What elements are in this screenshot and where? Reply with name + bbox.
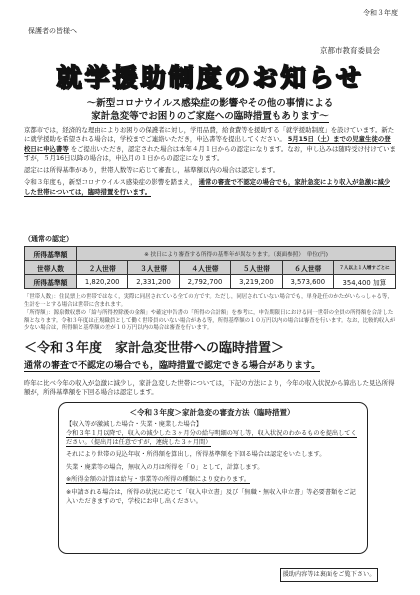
table-cell: 2,331,200 xyxy=(128,275,179,289)
see-back-note: 援助内容等は裏面をご覧下さい。 xyxy=(280,568,378,582)
table-cell: ３人世帯 xyxy=(128,261,179,275)
table-cell: 354,400 加算 xyxy=(333,275,395,289)
intro-paragraph-2: 認定には所得基準があり，世帯人数等に応じて審査し，基準額以内の場合は認定します。 xyxy=(24,166,280,175)
table-cell: 所得基準額 xyxy=(25,247,77,261)
review-method-title: ＜令和３年度＞家計急変の審査方法（臨時措置） xyxy=(129,408,295,417)
table-cell: ※ 扶日により審査する所得の基準年が異なります。（裏面参照） 単位(円) xyxy=(77,247,396,261)
table-cell: ２人世帯 xyxy=(77,261,128,275)
box-submission-text: 令和３年１月以降で，収入の減少した３ヶ月分の給与明細の写し等，収入状況のわかるものを提出してください。（提出月は任意ですが，連続した３ヶ月間） xyxy=(66,429,357,446)
note-household: 「世帯人数」：住民票上の世帯ではなく，実際に同居されている全ての方です。ただし，同居されていない場合でも，単身赴任のかたがいらっしゃる等，生計を一とする場合は世帯に含まれます。 xyxy=(24,294,393,308)
table-cell: ４人世帯 xyxy=(179,261,230,275)
table-cell: ６人世帯 xyxy=(282,261,333,275)
table-cell: 3,219,200 xyxy=(231,275,282,289)
special-body-text: 昨年に比べ今年の収入が急激に減少し，家計急変した世帯については，下記の方法により，今年の収入状況から算出した見込所得額が，所得基準額を下回る場合は認定します。 xyxy=(24,379,395,397)
note-income: 「所得額」：源泉徴収票の「給与所得控除後の金額」や確定申告書の「所得の合計額」を参考に，申告期限日における同一世帯の全員の所得額を合計した額となります。令和３年度は正規職員として働く世帯員のいない場合がある等，所得基準額の１０万円以内の場合は審査を行います。なお，比較的収入が少ない場合は，所得額と基準額の差が１０万円以内の場合は審査を行います。 xyxy=(24,310,396,332)
deadline-text: 5月15日（土）までの児童生徒の登校日に申込書等 xyxy=(24,135,391,153)
intro-paragraph-1 xyxy=(24,126,396,163)
table-cell: 1,820,200 xyxy=(77,275,128,289)
intro-p3-emphasis: 通常の審査で不認定の場合でも，家計急変により収入が急激に減少した世帯については，臨時措置を行います。 xyxy=(24,178,391,196)
addressee: 保護者の皆様へ xyxy=(28,27,77,35)
subtitle-line-2-text: 家計急変等でお困りのご家庭への臨時措置もあります～ xyxy=(91,111,329,122)
table-cell: 世帯人数 xyxy=(25,261,77,275)
intro-paragraph-3 xyxy=(24,178,396,197)
table-cell: ５人世帯 xyxy=(231,261,282,275)
box-income-calc-note: ※所得金額の計算は給与・事業等の所得の種類により変わります。 xyxy=(66,476,251,484)
intro-p3-lead: 令和３年度も，新型コロナウイルス感染症の影響を踏まえ， xyxy=(24,178,197,187)
table-cell: 3,573,600 xyxy=(282,275,333,289)
subtitle-line-1: ～新型コロナウイルス感染症の影響やその他の事情による xyxy=(86,98,334,109)
review-method-body xyxy=(66,421,360,510)
table-cell: 所得基準額 xyxy=(25,275,77,289)
criteria-heading: （通常の認定） xyxy=(24,235,73,243)
table-row xyxy=(25,247,396,261)
intro-section xyxy=(24,126,396,200)
income-criteria-table xyxy=(24,246,396,289)
box-line: それにより世帯の見込年収・所得額を算出し，所得基準額を下回る場合は認定をいたします。 xyxy=(66,451,326,459)
box-line: ※申請される場合は，所得の状況に応じて「収入申立書」及び「無職・無収入申立書」等必要書類をご記入いただきますので，学校にお申し出ください。 xyxy=(66,488,356,505)
special-lead-text: 通常の審査で不認定の場合でも，臨時措置で認定できる場合があります。 xyxy=(24,361,321,371)
table-cell: 2,792,700 xyxy=(179,275,230,289)
table-row xyxy=(25,275,396,289)
special-measures-body xyxy=(24,379,396,398)
intro-p1-rest: をご提出いただき，認定された場合は本年４月１日からの認定になります。なお，申し込みは随時受け付けていますが，５月16日以降の場合は，申込月の１日からの認定になります。 xyxy=(24,144,396,162)
special-measures-heading: ＜令和３年度 家計急変世帯への臨時措置＞ xyxy=(24,341,285,356)
table-row xyxy=(25,261,396,275)
fiscal-year: 令和３年度 xyxy=(363,9,398,17)
box-line xyxy=(66,476,360,485)
box-case-label: 【収入等が激減した場合・失業・廃業した場合】 xyxy=(66,421,203,428)
subtitle-line-2 xyxy=(0,108,420,122)
intro-p1: 京都市では，経済的な理由によりお困りの保護者に対し，学用品費，給食費等を援助する「就学援助制度」を設けています。新たに就学援助を希望される場合は，学校までご連絡いただき，申込書等を提出してください。 xyxy=(24,126,395,144)
box-line: 失業・廃業等の場合，無収入の月は所得を「０」として，計算します。 xyxy=(66,463,264,471)
issuer: 京都市教育委員会 xyxy=(320,46,380,55)
table-cell: ７人以上１人増すごとに xyxy=(333,261,395,275)
box-line xyxy=(66,421,360,448)
special-measures-lead xyxy=(24,358,320,371)
criteria-notes xyxy=(24,294,396,334)
page-title: 就学援助制度のお知らせ xyxy=(56,63,364,92)
